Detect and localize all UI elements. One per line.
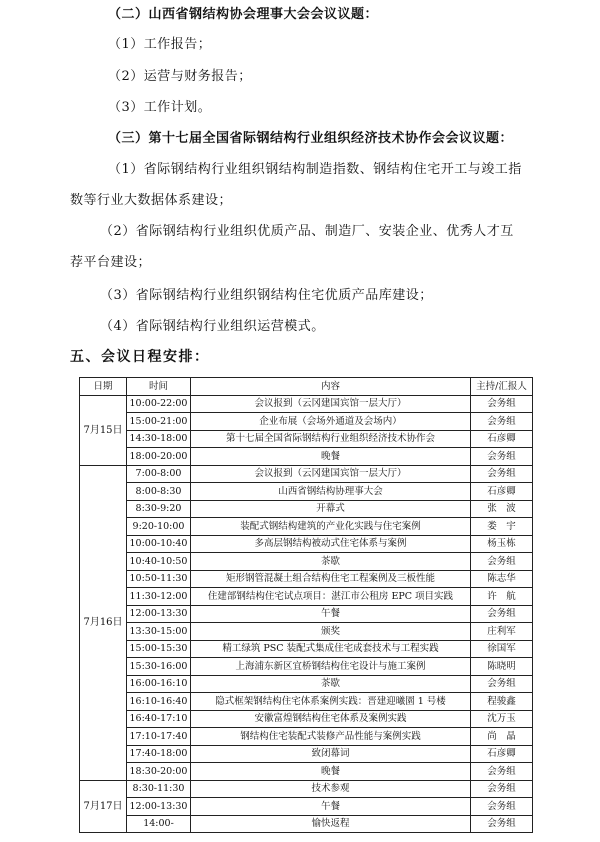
content-cell: 安徽富煌钢结构住宅体系及案例实践 bbox=[191, 710, 471, 728]
time-cell: 12:00-13:30 bbox=[127, 605, 191, 623]
table-row bbox=[80, 605, 533, 623]
host-cell: 程骏鑫 bbox=[471, 693, 533, 711]
host-cell: 会务组 bbox=[471, 553, 533, 571]
paragraph: 荐平台建设； bbox=[70, 255, 152, 270]
table-row bbox=[80, 413, 533, 431]
content-cell: 隐式框架钢结构住宅体系案例实践：晋建迎曦園 1 号楼 bbox=[191, 693, 471, 711]
paragraph: （3）工作计划。 bbox=[108, 100, 212, 115]
content-cell: 午餐 bbox=[191, 798, 471, 816]
table-row bbox=[80, 798, 533, 816]
time-cell: 8:00-8:30 bbox=[127, 483, 191, 501]
table-row bbox=[80, 483, 533, 501]
host-cell: 石彦卿 bbox=[471, 745, 533, 763]
paragraph: （2）省际钢结构行业组织优质产品、制造厂、安装企业、优秀人才互 bbox=[100, 224, 514, 239]
content-cell: 装配式钢结构建筑的产业化实践与住宅案例 bbox=[191, 518, 471, 536]
host-cell: 会务组 bbox=[471, 798, 533, 816]
date-cell: 7月15日 bbox=[80, 395, 127, 465]
host-cell: 尚 晶 bbox=[471, 728, 533, 746]
content-cell: 上海浦东新区宜桥钢结构住宅设计与施工案例 bbox=[191, 658, 471, 676]
content-cell: 会议报到（云冈建国宾馆一层大厅） bbox=[191, 465, 471, 483]
content-cell: 致闭幕词 bbox=[191, 745, 471, 763]
table-row bbox=[80, 395, 533, 413]
table-row bbox=[80, 570, 533, 588]
time-cell: 10:50-11:30 bbox=[127, 570, 191, 588]
host-cell: 会务组 bbox=[471, 395, 533, 413]
time-cell: 8:30-9:20 bbox=[127, 500, 191, 518]
content-cell: 钢结构住宅装配式装修产品性能与案例实践 bbox=[191, 728, 471, 746]
content-cell: 第十七届全国省际钢结构行业组织经济技术协作会 bbox=[191, 430, 471, 448]
paragraph: （1）工作报告； bbox=[108, 37, 212, 52]
time-cell: 10:40-10:50 bbox=[127, 553, 191, 571]
host-cell: 沈万玉 bbox=[471, 710, 533, 728]
host-cell: 会务组 bbox=[471, 465, 533, 483]
date-cell: 7月16日 bbox=[80, 465, 127, 780]
paragraph: （二）山西省钢结构协会理事大会会议议题： bbox=[108, 7, 379, 22]
time-cell: 16:10-16:40 bbox=[127, 693, 191, 711]
table-row bbox=[80, 518, 533, 536]
content-cell: 多高层钢结构被动式住宅体系与案例 bbox=[191, 535, 471, 553]
host-cell: 会务组 bbox=[471, 763, 533, 781]
time-cell: 16:00-16:10 bbox=[127, 675, 191, 693]
host-cell: 会务组 bbox=[471, 780, 533, 798]
time-cell: 7:00-8:00 bbox=[127, 465, 191, 483]
content-cell: 茶歇 bbox=[191, 553, 471, 571]
time-cell: 17:10-17:40 bbox=[127, 728, 191, 746]
table-row bbox=[80, 588, 533, 606]
table-row bbox=[80, 710, 533, 728]
time-cell: 14:30-18:00 bbox=[127, 430, 191, 448]
table-row bbox=[80, 780, 533, 798]
host-cell: 娄 宇 bbox=[471, 518, 533, 536]
time-cell: 13:30-15:00 bbox=[127, 623, 191, 641]
section-heading-schedule: 五、会议日程安排： bbox=[70, 349, 210, 365]
time-cell: 17:40-18:00 bbox=[127, 745, 191, 763]
header-host: 主持/汇报人 bbox=[471, 378, 533, 396]
time-cell: 15:00-21:00 bbox=[127, 413, 191, 431]
content-cell: 午餐 bbox=[191, 605, 471, 623]
host-cell: 杨玉栋 bbox=[471, 535, 533, 553]
host-cell: 会务组 bbox=[471, 413, 533, 431]
table-row bbox=[80, 658, 533, 676]
host-cell: 会务组 bbox=[471, 448, 533, 466]
host-cell: 庄利军 bbox=[471, 623, 533, 641]
content-cell: 愉快返程 bbox=[191, 815, 471, 833]
paragraph: （4）省际钢结构行业组织运营模式。 bbox=[100, 319, 325, 334]
time-cell: 15:30-16:00 bbox=[127, 658, 191, 676]
host-cell: 会务组 bbox=[471, 815, 533, 833]
table-row bbox=[80, 553, 533, 571]
host-cell: 陈晓明 bbox=[471, 658, 533, 676]
table-row bbox=[80, 430, 533, 448]
content-cell: 颁奖 bbox=[191, 623, 471, 641]
content-cell: 住建部钢结构住宅试点项目：湛江市公租房 EPC 项目实践 bbox=[191, 588, 471, 606]
table-row bbox=[80, 675, 533, 693]
content-cell: 晚餐 bbox=[191, 448, 471, 466]
paragraph: （3）省际钢结构行业组织钢结构住宅优质产品库建设； bbox=[100, 288, 433, 303]
time-cell: 8:30-11:30 bbox=[127, 780, 191, 798]
table-row bbox=[80, 815, 533, 833]
time-cell: 10:00-22:00 bbox=[127, 395, 191, 413]
time-cell: 9:20-10:00 bbox=[127, 518, 191, 536]
content-cell: 开幕式 bbox=[191, 500, 471, 518]
table-row bbox=[80, 640, 533, 658]
host-cell: 石彦卿 bbox=[471, 483, 533, 501]
table-header-row bbox=[80, 378, 533, 396]
content-cell: 企业布展（会场外通道及会场内） bbox=[191, 413, 471, 431]
table-row bbox=[80, 745, 533, 763]
table-row bbox=[80, 728, 533, 746]
host-cell: 张 波 bbox=[471, 500, 533, 518]
host-cell: 许 航 bbox=[471, 588, 533, 606]
content-cell: 技术参观 bbox=[191, 780, 471, 798]
header-date: 日期 bbox=[80, 378, 127, 396]
host-cell: 会务组 bbox=[471, 605, 533, 623]
host-cell: 石彦卿 bbox=[471, 430, 533, 448]
table-row bbox=[80, 763, 533, 781]
time-cell: 14:00- bbox=[127, 815, 191, 833]
header-time: 时间 bbox=[127, 378, 191, 396]
host-cell: 徐国军 bbox=[471, 640, 533, 658]
content-cell: 山西省钢结构协理事大会 bbox=[191, 483, 471, 501]
time-cell: 11:30-12:00 bbox=[127, 588, 191, 606]
date-cell: 7月17日 bbox=[80, 780, 127, 833]
table-row bbox=[80, 535, 533, 553]
table-row bbox=[80, 448, 533, 466]
time-cell: 18:30-20:00 bbox=[127, 763, 191, 781]
paragraph: （1）省际钢结构行业组织钢结构制造指数、钢结构住宅开工与竣工指 bbox=[108, 162, 522, 177]
schedule-body bbox=[80, 395, 533, 833]
time-cell: 10:00-10:40 bbox=[127, 535, 191, 553]
table-row bbox=[80, 623, 533, 641]
content-cell: 会议报到（云冈建国宾馆一层大厅） bbox=[191, 395, 471, 413]
header-content: 内容 bbox=[191, 378, 471, 396]
paragraph: （三）第十七届全国省际钢结构行业组织经济技术协作会会议议题： bbox=[108, 131, 514, 146]
host-cell: 陈志华 bbox=[471, 570, 533, 588]
time-cell: 12:00-13:30 bbox=[127, 798, 191, 816]
table-row bbox=[80, 500, 533, 518]
time-cell: 16:40-17:10 bbox=[127, 710, 191, 728]
time-cell: 18:00-20:00 bbox=[127, 448, 191, 466]
table-row bbox=[80, 693, 533, 711]
table-row bbox=[80, 465, 533, 483]
paragraph: 数等行业大数据体系建设； bbox=[70, 193, 233, 208]
content-cell: 茶歇 bbox=[191, 675, 471, 693]
schedule-table bbox=[79, 377, 533, 833]
paragraph: （2）运营与财务报告； bbox=[108, 69, 252, 84]
content-cell: 晚餐 bbox=[191, 763, 471, 781]
time-cell: 15:00-15:30 bbox=[127, 640, 191, 658]
content-cell: 精工绿筑 PSC 装配式集成住宅成套技术与工程实践 bbox=[191, 640, 471, 658]
content-cell: 矩形钢管混凝土组合结构住宅工程案例及三板性能 bbox=[191, 570, 471, 588]
host-cell: 会务组 bbox=[471, 675, 533, 693]
